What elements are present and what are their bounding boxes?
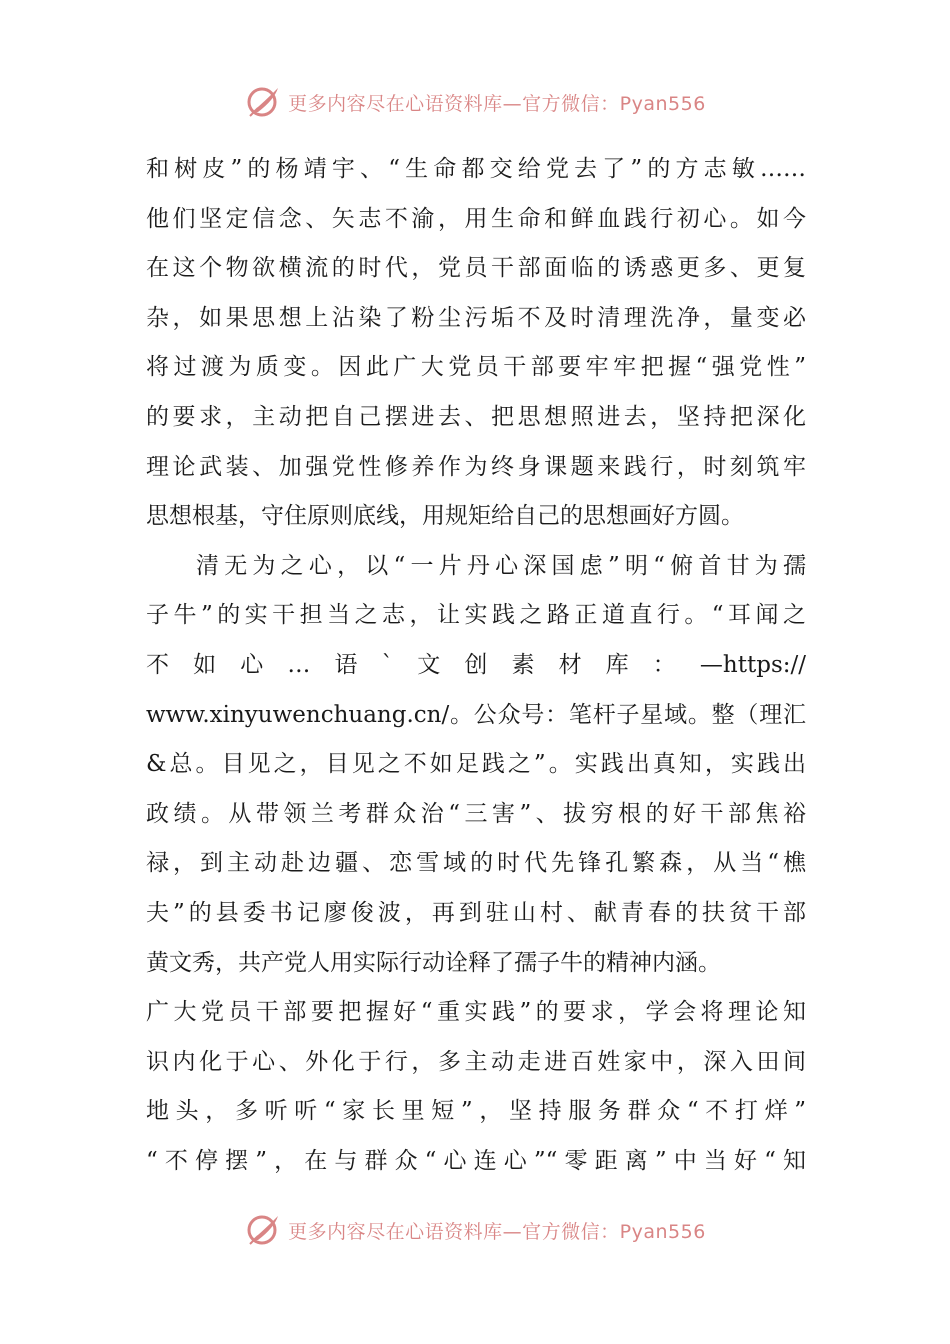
text-line: 子牛”的实干担当之志，让实践之路正道直行。“耳闻之 xyxy=(146,602,806,629)
banner-wechat: —官方微信：Pyan556 xyxy=(502,1220,706,1243)
article-body xyxy=(146,145,806,1186)
text-line: 将过渡为质变。因此广大党员干部要牢牢把握“强党性” xyxy=(146,354,806,381)
text-line: 政绩。从带领兰考群众治“三害”、拔穷根的好干部焦裕 xyxy=(146,800,806,827)
text-line: 夫”的县委书记廖俊波，再到驻山村、献青春的扶贫干部 xyxy=(146,899,806,926)
text-line: 思想根基，守住原则底线，用规矩给自己的思想画好方圆。 xyxy=(146,503,744,530)
banner-wechat: —官方微信：Pyan556 xyxy=(502,92,706,115)
banner-title: 更多内容尽在心语资料库 xyxy=(288,1220,503,1243)
text-line: 禄，到主动赴边疆、恋雪域的时代先锋孔繁森，从当“樵 xyxy=(146,850,806,877)
text-line: 和树皮”的杨靖宇、“生命都交给党去了”的方志敏…… xyxy=(146,156,806,182)
text-line: www.xinyuwenchuang.cn/。公众号：笔杆子星域。整（理汇 xyxy=(146,701,806,728)
text-line: 清无为之心，以“一片丹心深国虑”明“俯首甘为孺 xyxy=(196,552,806,579)
text-line: 杂，如果思想上沾染了粉尘污垢不及时清理洗净，量变必 xyxy=(146,304,806,331)
text-line: 他们坚定信念、矢志不渝，用生命和鲜血践行初心。如今 xyxy=(146,205,806,232)
text-line: 理论武装、加强党性修养作为终身课题来践行，时刻筑牢 xyxy=(146,453,806,480)
text-line: 在这个物欲横流的时代，党员干部面临的诱惑更多、更复 xyxy=(146,255,806,282)
text-line: “不停摆”，在与群众“心连心”“零距离”中当好“知 xyxy=(146,1147,806,1174)
banner-title: 更多内容尽在心语资料库 xyxy=(288,92,503,115)
text-line: &总。目见之，目见之不如足践之”。实践出真知，实践出 xyxy=(146,751,806,778)
quill-logo-icon xyxy=(244,1210,284,1250)
header-banner xyxy=(0,82,950,122)
quill-logo-icon xyxy=(244,82,284,122)
text-line: 黄文秀，共产党人用实际行动诠释了孺子牛的精神内涵。 xyxy=(146,949,721,976)
text-line: 的要求，主动把自己摆进去、把思想照进去，坚持把深化 xyxy=(146,403,806,430)
text-line: 地头，多听听“家长里短”，坚持服务群众“不打烊” xyxy=(146,1098,806,1125)
footer-banner xyxy=(0,1210,950,1250)
text-line: 不如心…语`文创素材库：—https:// xyxy=(146,651,806,678)
text-line: 识内化于心、外化于行，多主动走进百姓家中，深入田间 xyxy=(146,1048,806,1075)
text-line: 广大党员干部要把握好“重实践”的要求，学会将理论知 xyxy=(146,999,806,1026)
